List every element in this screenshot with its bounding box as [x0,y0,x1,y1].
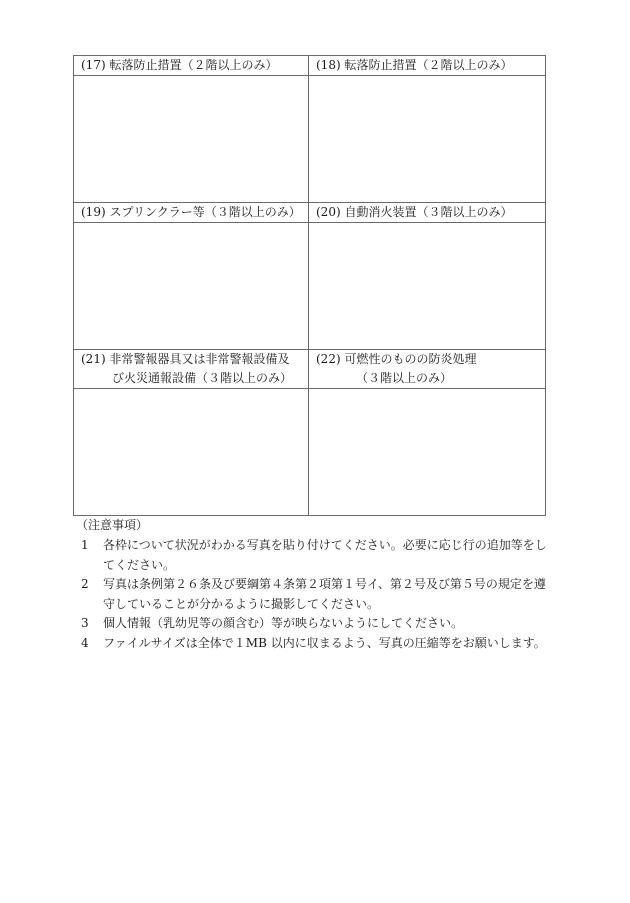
header-row-21-22 [74,350,546,389]
note-number: 3 [81,616,89,630]
header-row-19-20 [74,203,546,223]
note-text-line: 守していることが分かるように撮影してください。 [103,596,380,611]
header-row-17-18 [74,56,546,76]
header-label: (19) スプリンクラー等（３階以上のみ） [81,205,301,219]
note-number: 4 [81,635,89,650]
note-number: 2 [81,577,89,591]
photo-slot-18[interactable] [309,76,546,203]
header-label-line-2: （３階以上のみ） [356,371,453,385]
note-text-line: 写真は条例第２６条及び要綱第４条第２項第１号イ、第２号及び第５号の規定を遵 [103,577,546,591]
photo-slot-20[interactable] [309,223,546,350]
note-text-line: 各枠について状況がわかる写真を貼り付けてください。必要に応じ行の追加等をし [103,538,547,552]
photo-submission-table [73,55,546,516]
header-22-flame-retardant [309,350,546,389]
note-item-2 [73,575,558,614]
note-number: 1 [81,538,89,552]
photo-row-17-18 [74,76,546,203]
photo-row-21-22 [74,389,546,516]
notes-section [73,515,558,653]
note-item-1 [73,536,558,575]
photo-slot-22[interactable] [309,389,546,516]
header-21-emergency-alarm [74,350,309,389]
photo-row-19-20 [74,223,546,350]
note-text-line: ファイルサイズは全体で１MB 以内に収まるよう、写真の圧縮等をお願いします。 [103,635,546,650]
note-text-line: 個人情報（乳幼児等の顔含む）等が映らないようにしてください。 [103,616,464,630]
header-18-fall-prevention [309,56,546,76]
note-item-3 [73,614,558,634]
header-label-line-1: (22) 可燃性のものの防炎処理 [316,352,477,366]
notes-title: （注意事項） [76,518,149,532]
header-label-line-1: (21) 非常警報器具又は非常警報設備及 [81,352,290,366]
photo-slot-21[interactable] [74,389,309,516]
note-item-4 [73,634,558,654]
header-19-sprinkler [74,203,309,223]
photo-slot-19[interactable] [74,223,309,350]
header-17-fall-prevention [74,56,309,76]
photo-slot-17[interactable] [74,76,309,203]
note-text-line: てください。 [103,557,176,572]
header-label: (18) 転落防止措置（２階以上のみ） [316,58,513,72]
header-label: (20) 自動消火装置（３階以上のみ） [316,205,513,219]
header-label-line-2: び火災通報設備（３階以上のみ） [112,371,293,385]
header-20-auto-extinguisher [309,203,546,223]
header-label: (17) 転落防止措置（２階以上のみ） [81,58,278,72]
